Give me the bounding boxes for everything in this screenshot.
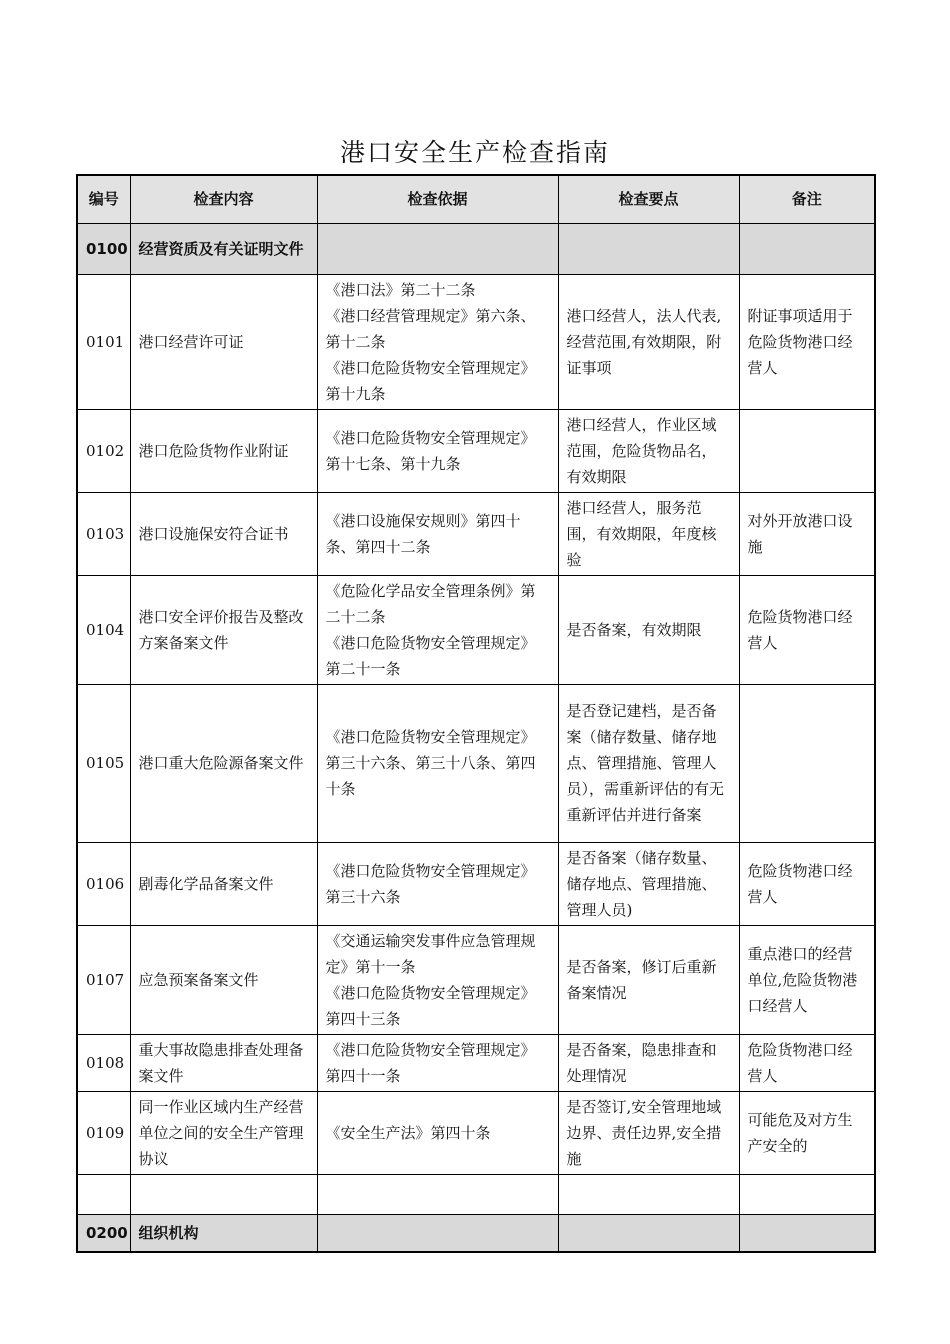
empty-cell — [130, 1174, 317, 1214]
row-points: 是否备案（储存数量、储存地点、管理措施、管理人员) — [558, 842, 739, 925]
row-basis — [317, 492, 558, 575]
row-content: 港口设施保安符合证书 — [130, 492, 317, 575]
basis-line: 《港口经营管理规定》第六条、第十二条 — [325, 306, 536, 351]
row-remarks — [739, 409, 875, 492]
row-code: 0105 — [77, 684, 130, 842]
table-row — [77, 684, 875, 842]
row-code: 0103 — [77, 492, 130, 575]
basis-line: 《港口设施保安规则》第四十条、第四十二条 — [325, 511, 521, 556]
section-title: 组织机构 — [130, 1214, 317, 1252]
header-content: 检查内容 — [130, 175, 317, 223]
basis-line: 《安全生产法》第四十条 — [325, 1123, 491, 1142]
row-basis — [317, 684, 558, 842]
section-row — [77, 1214, 875, 1252]
row-remarks: 对外开放港口设施 — [739, 492, 875, 575]
empty-cell — [77, 1174, 130, 1214]
table-row — [77, 1091, 875, 1174]
basis-line: 《港口危险货物安全管理规定》第三十六条 — [325, 861, 536, 906]
section-row — [77, 223, 875, 274]
header-points: 检查要点 — [558, 175, 739, 223]
basis-line: 《港口危险货物安全管理规定》第四十三条 — [325, 983, 536, 1028]
basis-line: 《港口危险货物安全管理规定》第四十一条 — [325, 1040, 536, 1085]
table-row — [77, 575, 875, 684]
section-title: 经营资质及有关证明文件 — [130, 223, 317, 274]
basis-line: 《港口法》第二十二条 — [325, 280, 476, 299]
row-code: 0106 — [77, 842, 130, 925]
row-remarks: 可能危及对方生产安全的 — [739, 1091, 875, 1174]
row-basis — [317, 274, 558, 409]
row-code: 0102 — [77, 409, 130, 492]
row-code: 0108 — [77, 1034, 130, 1091]
section-code: 0100 — [77, 223, 130, 274]
row-points: 是否登记建档，是否备案（储存数量、储存地点、管理措施、管理人员），需重新评估的有无重新评估并进行备案 — [558, 684, 739, 842]
empty-cell — [317, 223, 558, 274]
row-points: 是否备案，修订后重新备案情况 — [558, 925, 739, 1034]
basis-line: 《港口危险货物安全管理规定》第三十六条、第三十八条、第四十条 — [325, 728, 536, 798]
row-code: 0109 — [77, 1091, 130, 1174]
row-points: 港口经营人，服务范围，有效期限，年度核验 — [558, 492, 739, 575]
row-remarks: 重点港口的经营单位,危险货物港口经营人 — [739, 925, 875, 1034]
empty-cell — [317, 1174, 558, 1214]
row-content: 港口安全评价报告及整改方案备案文件 — [130, 575, 317, 684]
empty-cell — [739, 1174, 875, 1214]
table-row — [77, 492, 875, 575]
header-row — [77, 175, 875, 223]
table-row — [77, 842, 875, 925]
basis-line: 《交通运输突发事件应急管理规定》第十一条 — [325, 931, 536, 976]
row-code: 0107 — [77, 925, 130, 1034]
row-basis — [317, 575, 558, 684]
table-row — [77, 1034, 875, 1091]
row-basis — [317, 1091, 558, 1174]
document-title: 港口安全生产检查指南 — [339, 138, 610, 167]
row-content: 重大事故隐患排查处理备案文件 — [130, 1034, 317, 1091]
empty-cell — [739, 1214, 875, 1252]
row-content: 港口重大危险源备案文件 — [130, 684, 317, 842]
row-points: 是否备案，有效期限 — [558, 575, 739, 684]
empty-cell — [317, 1214, 558, 1252]
row-content: 剧毒化学品备案文件 — [130, 842, 317, 925]
row-content: 同一作业区域内生产经营单位之间的安全生产管理协议 — [130, 1091, 317, 1174]
row-remarks — [739, 684, 875, 842]
empty-cell — [739, 223, 875, 274]
header-remarks: 备注 — [739, 175, 875, 223]
empty-cell — [558, 223, 739, 274]
row-remarks: 附证事项适用于危险货物港口经营人 — [739, 274, 875, 409]
table-row — [77, 274, 875, 409]
empty-cell — [558, 1214, 739, 1252]
table-row — [77, 409, 875, 492]
row-basis — [317, 409, 558, 492]
inspection-table — [76, 174, 876, 1253]
basis-line: 《危险化学品安全管理条例》第二十二条 — [325, 581, 536, 626]
basis-line: 《港口危险货物安全管理规定》第十七条、第十九条 — [325, 428, 536, 473]
empty-cell — [558, 1174, 739, 1214]
basis-line: 《港口危险货物安全管理规定》第十九条 — [325, 358, 536, 403]
row-points: 是否签订,安全管理地域边界、责任边界,安全措施 — [558, 1091, 739, 1174]
row-points: 港口经营人，作业区域范围，危险货物品名，有效期限 — [558, 409, 739, 492]
header-code: 编号 — [77, 175, 130, 223]
row-remarks: 危险货物港口经营人 — [739, 1034, 875, 1091]
row-content: 应急预案备案文件 — [130, 925, 317, 1034]
table-row — [77, 925, 875, 1034]
row-code: 0101 — [77, 274, 130, 409]
row-basis — [317, 842, 558, 925]
row-basis — [317, 1034, 558, 1091]
row-points: 是否备案，隐患排查和处理情况 — [558, 1034, 739, 1091]
row-content: 港口经营许可证 — [130, 274, 317, 409]
header-basis: 检查依据 — [317, 175, 558, 223]
basis-line: 《港口危险货物安全管理规定》第二十一条 — [325, 633, 536, 678]
row-points: 港口经营人，法人代表,经营范围,有效期限，附证事项 — [558, 274, 739, 409]
row-basis — [317, 925, 558, 1034]
row-content: 港口危险货物作业附证 — [130, 409, 317, 492]
section-code: 0200 — [77, 1214, 130, 1252]
row-remarks: 危险货物港口经营人 — [739, 842, 875, 925]
empty-row — [77, 1174, 875, 1214]
row-code: 0104 — [77, 575, 130, 684]
row-remarks: 危险货物港口经营人 — [739, 575, 875, 684]
